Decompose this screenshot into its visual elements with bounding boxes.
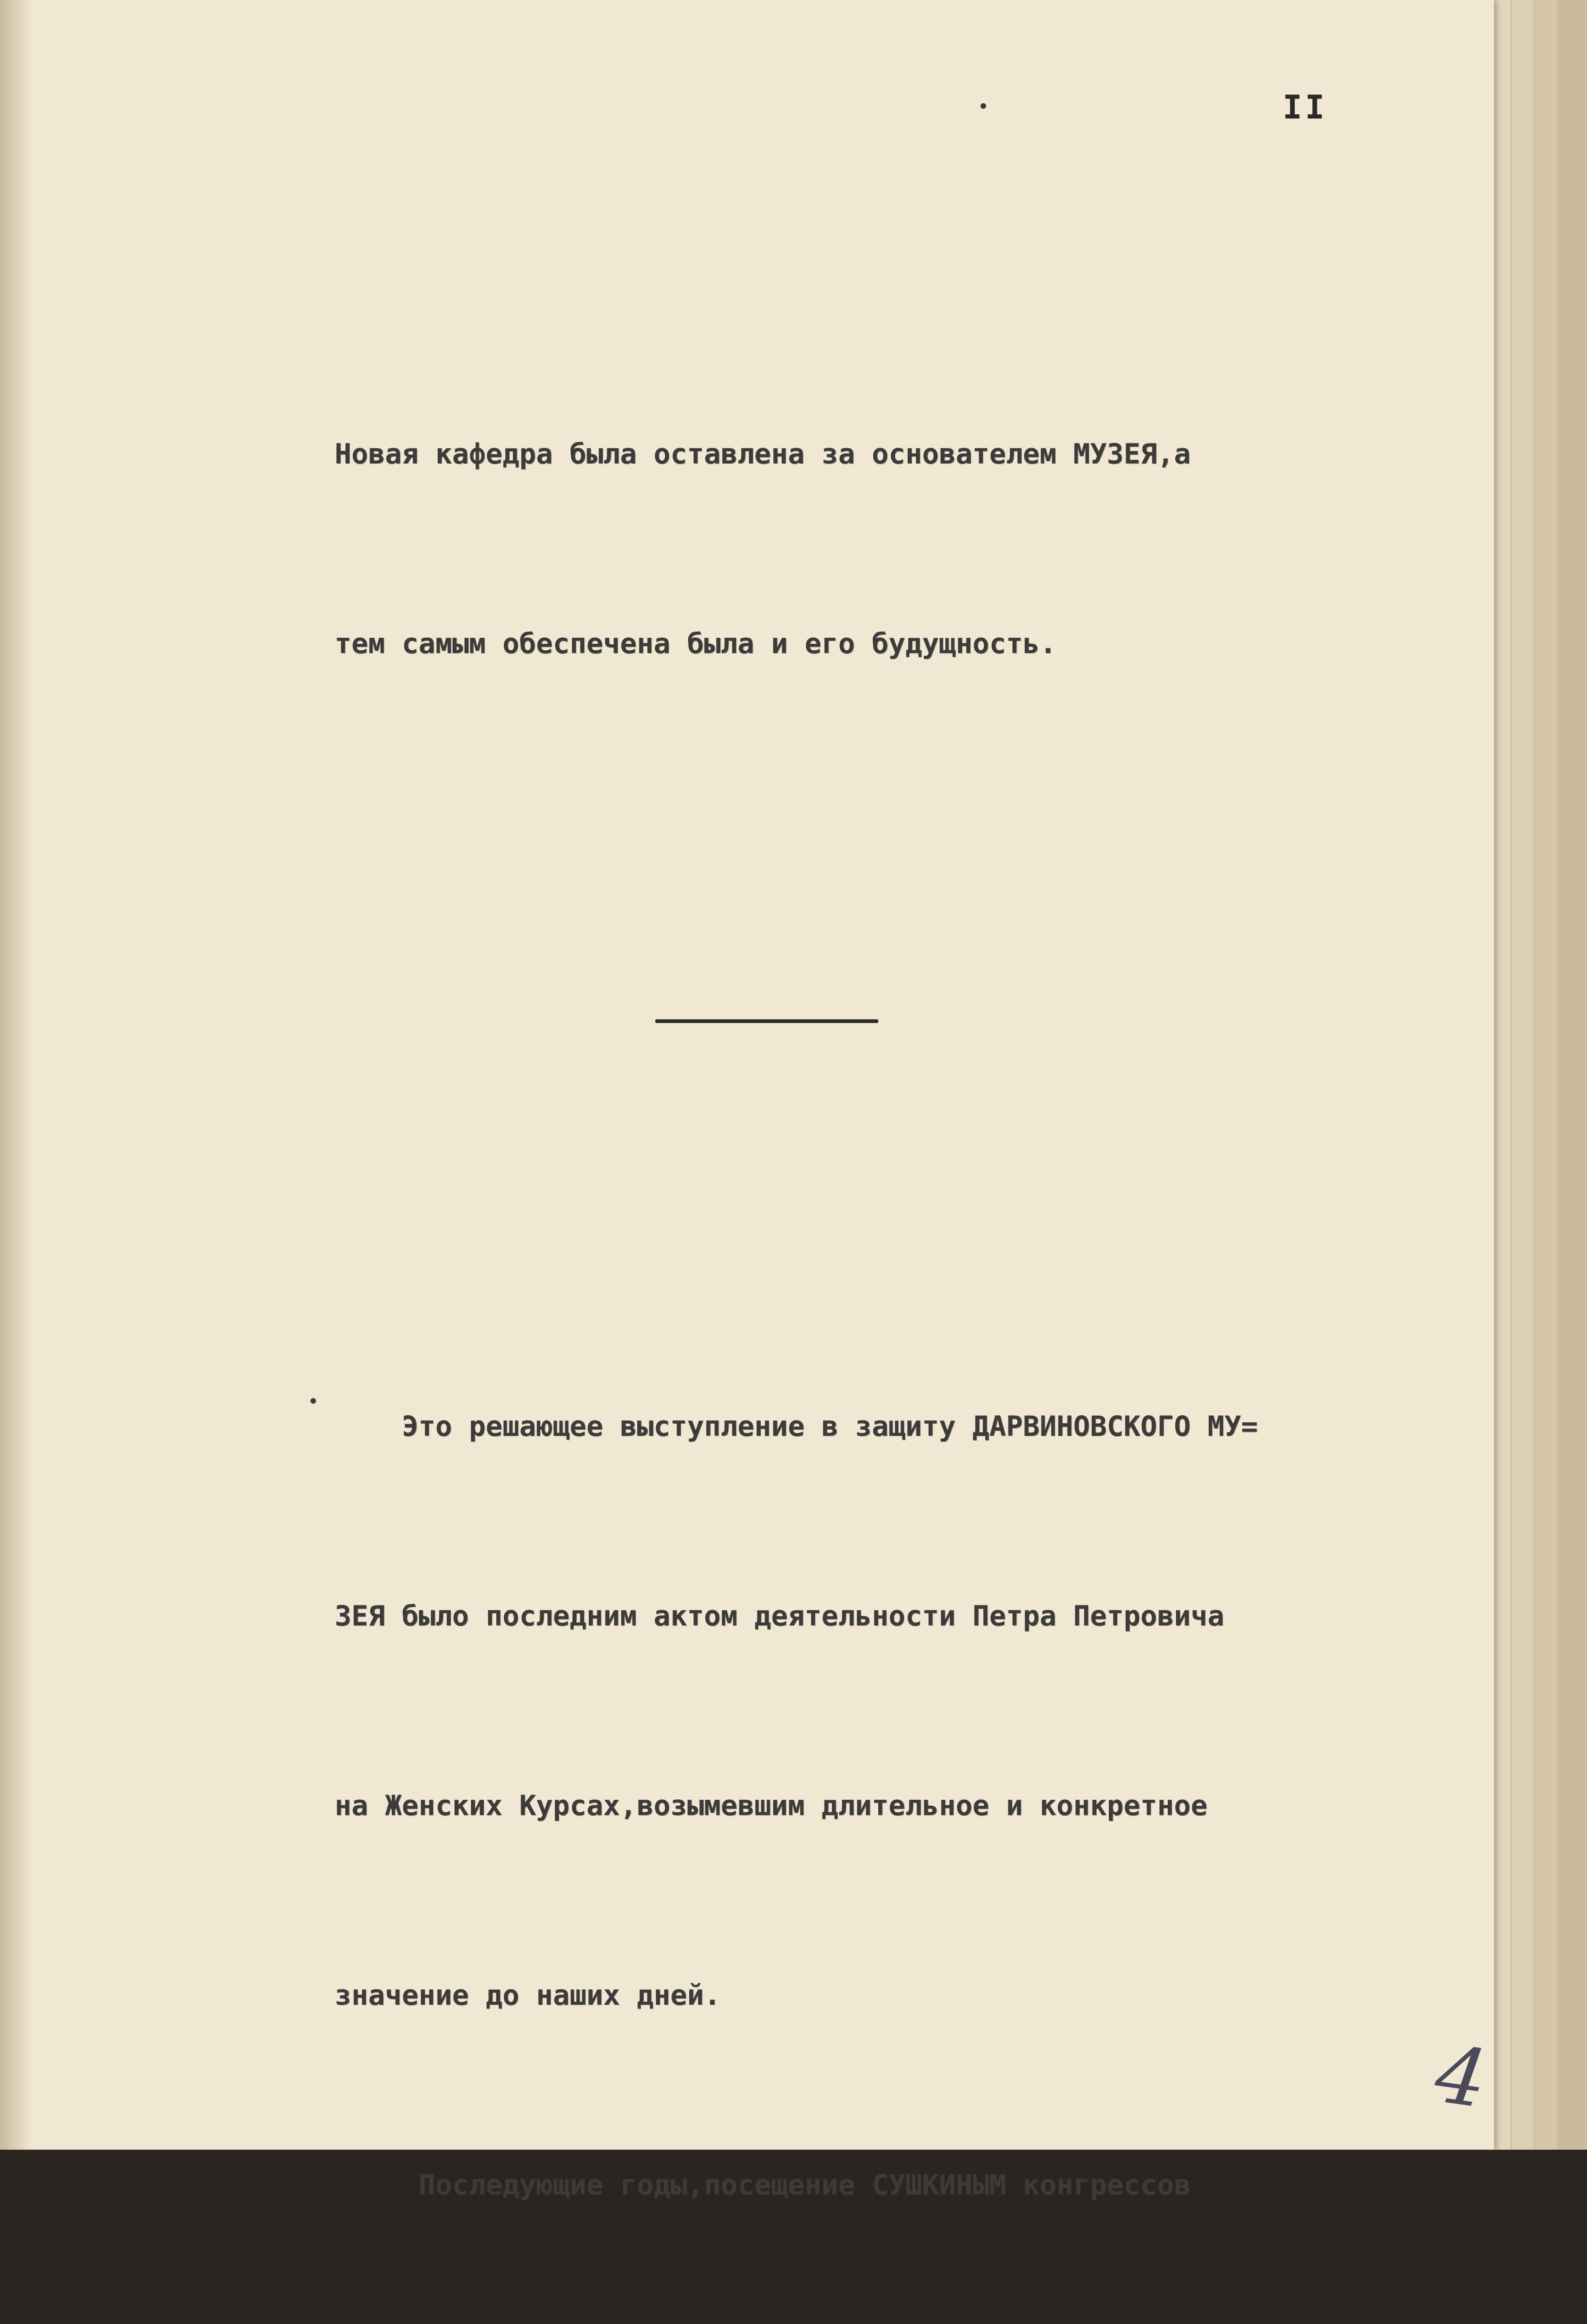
body-text	[335, 170, 1506, 2324]
ink-dot	[981, 103, 986, 109]
handwritten-sheet-number: 4	[1429, 2028, 1493, 2126]
page-edge	[1557, 0, 1587, 2150]
binding-shadow	[0, 0, 33, 2150]
section-divider	[655, 1019, 878, 1023]
paragraph-block-b	[335, 1268, 1506, 2324]
paragraph-block-a	[335, 296, 1506, 802]
text-line: тем самым обеспечена была и его будущность.	[335, 627, 1057, 660]
text-line: на Женских Курсах,возымевшим длительное и конкретное	[335, 1789, 1208, 1822]
page-number: II	[1283, 88, 1328, 126]
text-line: Новая кафедра была оставлена за основателем МУЗЕЯ,а	[335, 438, 1191, 470]
ink-dot	[310, 1398, 316, 1404]
text-line: ЗЕЯ было последним актом деятельности Петра Петровича	[335, 1600, 1225, 1632]
text-line: значение до наших дней.	[335, 1979, 721, 2012]
text-line: Последующие годы,посещение СУШКИНЫМ конгрессов	[335, 2169, 1191, 2201]
text-line: Это решающее выступление в защиту ДАРВИНОВСКОГО МУ=	[335, 1410, 1258, 1443]
